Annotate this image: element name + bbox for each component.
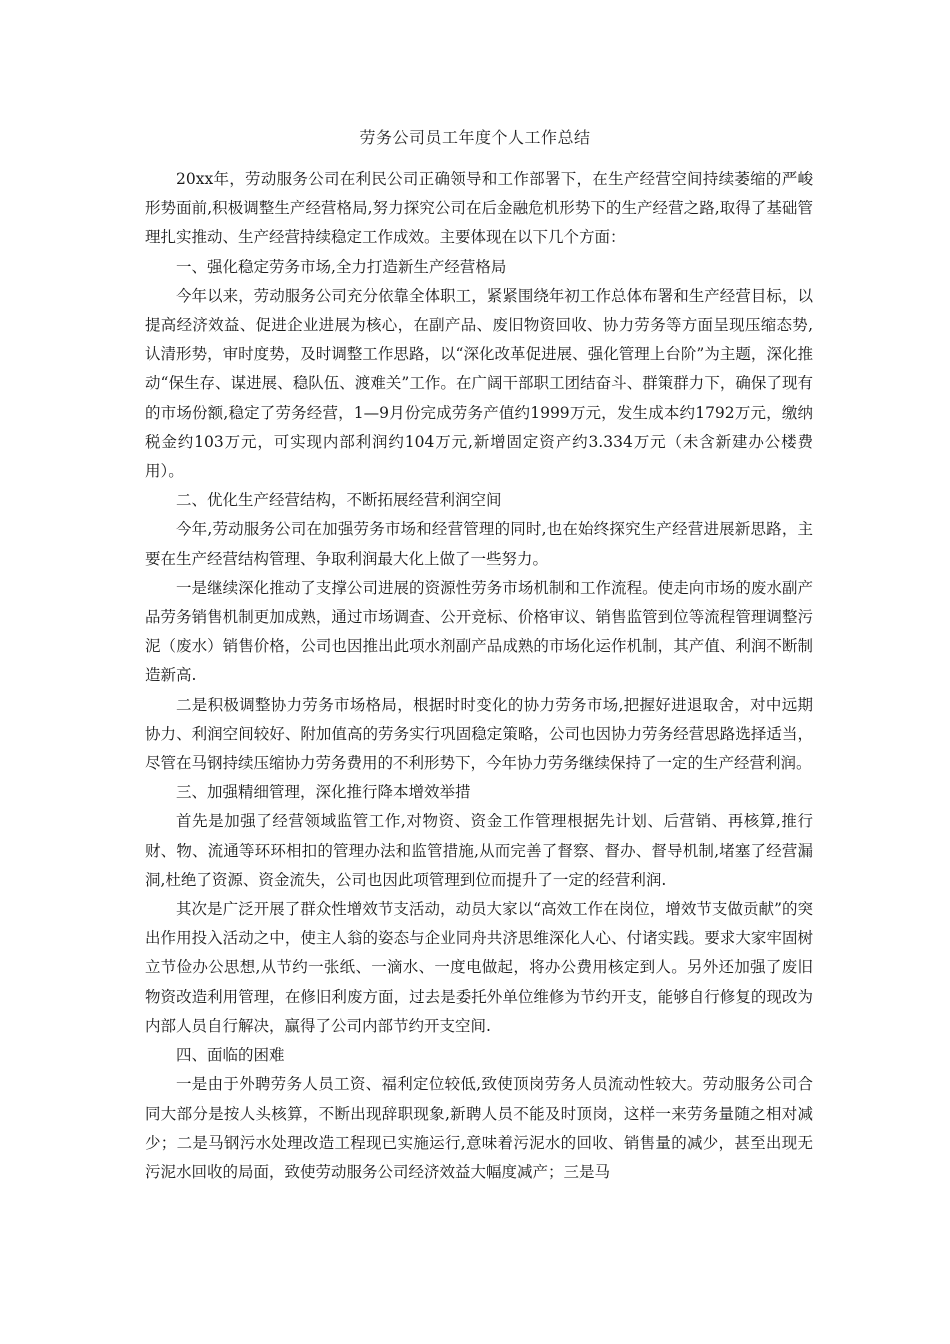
paragraph: 一是由于外聘劳务人员工资、福利定位较低,致使顶岗劳务人员流动性较大。劳动服务公司合同大部分是按人头核算，不断出现辞职现象,新聘人员不能及时顶岗，这样一来劳务量随之相对减少；二是马钢污水处理改造工程现已实施运行,意味着污泥水的回收、销售量的减少，甚至出现无污泥水回收的局面，致使劳动服务公司经济效益大幅度减产；三是马 (145, 1075, 813, 1181)
section-heading-2: 二、优化生产经营结构，不断拓展经营利润空间 (176, 491, 502, 510)
paragraph: 今年,劳动服务公司在加强劳务市场和经营管理的同时,也在始终探究生产经营进展新思路，主要在生产经营结构管理、争取利润最大化上做了一些努力。 (145, 520, 813, 568)
document-title: 劳务公司员工年度个人工作总结 (359, 128, 591, 147)
section-heading-1: 一、强化稳定劳务市场,全力打造新生产经营格局 (176, 257, 507, 276)
paragraph: 一是继续深化推动了支撑公司进展的资源性劳务市场机制和工作流程。使走向市场的废水副产品劳务销售机制更加成熟，通过市场调查、公开竞标、价格审议、销售监管到位等流程管理调整污泥（废水）销售价格，公司也因推出此项水剂副产品成熟的市场化运作机制，其产值、利润不断制造新高. (145, 578, 813, 685)
paragraph: 首先是加强了经营领域监管工作,对物资、资金工作管理根据先计划、后营销、再核算,推行财、物、流通等环环相扣的管理办法和监管措施,从而完善了督察、督办、督导机制,堵塞了经营漏洞,杜绝了资源、资金流失，公司也因此项管理到位而提升了一定的经营利润. (145, 812, 813, 889)
paragraph-intro: 20xx年，劳动服务公司在利民公司正确领导和工作部署下，在生产经营空间持续萎缩的严峻形势面前,积极调整生产经营格局,努力探究公司在后金融危机形势下的生产经营之路,取得了基础管理扎实推动、生产经营持续稳定工作成效。主要体现在以下几个方面： (145, 170, 813, 247)
paragraph: 二是积极调整协力劳务市场格局，根据时时变化的协力劳务市场,把握好进退取舍，对中远期协力、利润空间较好、附加值高的劳务实行巩固稳定策略，公司也因协力劳务经营思路选择适当，尽管在马钢持续压缩协力劳务费用的不利形势下，今年协力劳务继续保持了一定的生产经营利润。 (145, 695, 813, 773)
section-heading-3: 三、加强精细管理，深化推行降本增效举措 (176, 783, 471, 802)
document-body (145, 165, 813, 1187)
section-heading-4: 四、面临的困难 (176, 1046, 285, 1065)
paragraph: 今年以来，劳动服务公司充分依靠全体职工，紧紧围绕年初工作总体布署和生产经营目标，以提高经济效益、促进企业进展为核心，在副产品、废旧物资回收、协力劳务等方面呈现压缩态势,认清形势，审时度势，及时调整工作思路，以“深化改革促进展、强化管理上台阶”为主题，深化推动“保生存、谋进展、稳队伍、渡难关”工作。在广阔干部职工团结奋斗、群策群力下，确保了现有的市场份额,稳定了劳务经营，1—9月份完成劳务产值约1999万元，发生成本约1792万元，缴纳税金约103万元，可实现内部利润约104万元,新增固定资产约3.334万元（未含新建办公楼费用）。 (145, 286, 813, 481)
paragraph: 其次是广泛开展了群众性增效节支活动，动员大家以“高效工作在岗位，增效节支做贡献”的突出作用投入活动之中，使主人翁的姿态与企业同舟共济思维深化人心、付诸实践。要求大家牢固树立节俭办公思想,从节约一张纸、一滴水、一度电做起，将办公费用核定到人。另外还加强了废旧物资改造利用管理，在修旧利废方面，过去是委托外单位维修为节约开支，能够自行修复的现改为内部人员自行解决，赢得了公司内部节约开支空间. (145, 900, 813, 1035)
